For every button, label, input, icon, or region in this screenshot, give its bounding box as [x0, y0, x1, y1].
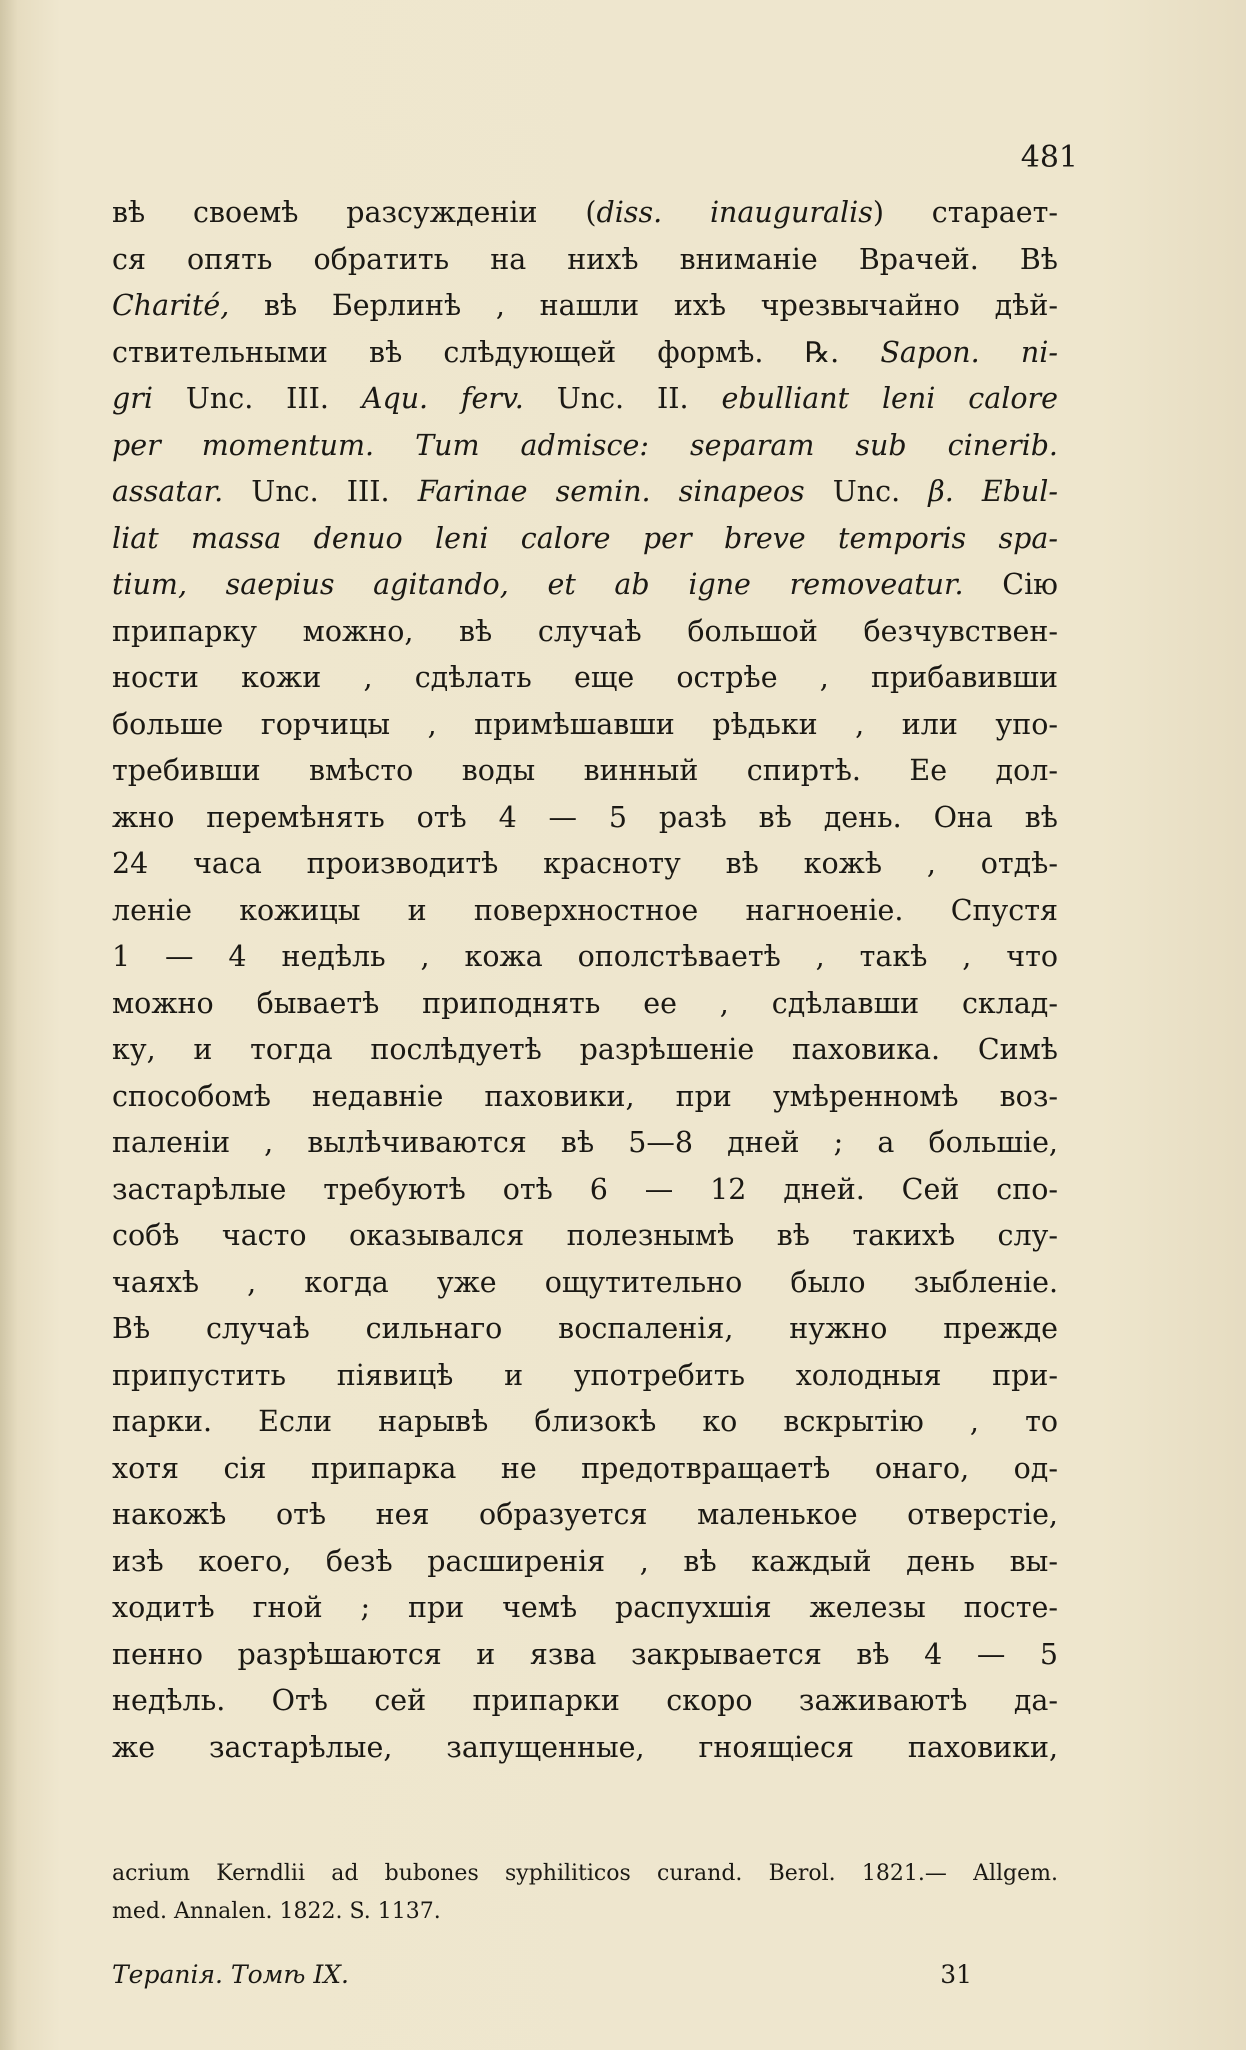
text-line: assatar. Unc. III. Farinae semin. sinapeos Unc. β. Ebul-	[112, 475, 1058, 508]
text-line: Вѣ случаѣ сильнаго воспаленія, нужно прежде	[112, 1312, 1058, 1345]
text-line: припарку можно, вѣ случаѣ большой безчувствен-	[112, 614, 1058, 648]
sheet-number: 31	[940, 1960, 972, 1989]
text-line: Charité, вѣ Берлинѣ , нашли ихѣ чрезвычайно дѣй-	[112, 289, 1058, 322]
footnote	[112, 1855, 1058, 1931]
text-line: требивши вмѣсто воды винный спиртѣ. Ее дол-	[112, 754, 1058, 787]
text-line: способомѣ недавніе паховики, при умѣренномѣ воз-	[112, 1079, 1058, 1113]
text-line: паленіи , вылѣчиваются вѣ 5—8 дней ; а большіе,	[112, 1126, 1058, 1159]
footnote-line: med. Annalen. 1822. S. 1137.	[112, 1899, 441, 1924]
body-text	[112, 190, 1058, 1771]
text-line: ку, и тогда послѣдуетѣ разрѣшеніе паховика. Симѣ	[112, 1033, 1058, 1066]
text-line: tium, saepius agitando, et ab igne removeatur. Сію	[112, 568, 1058, 601]
text-line: gri Unc. III. Aqu. ferv. Unc. II. ebulliant leni calore	[112, 382, 1058, 415]
text-line: же застарѣлые, запущенные, гноящіеся паховики,	[112, 1730, 1058, 1764]
text-line: можно бываетѣ приподнять ее , сдѣлавши склад-	[112, 986, 1058, 1020]
text-line: жно перемѣнять отѣ 4 — 5 разѣ вѣ день. Она вѣ	[112, 800, 1058, 834]
text-line: хотя сія припарка не предотвращаетѣ онаго, од-	[112, 1451, 1058, 1485]
text-line: изѣ коего, безѣ расширенія , вѣ каждый день вы-	[112, 1544, 1058, 1578]
text-line: вѣ своемѣ разсужденіи (diss. inauguralis) старает-	[112, 196, 1058, 229]
text-line: припустить піявицѣ и употребить холодныя при-	[112, 1358, 1058, 1392]
text-line: застарѣлые требуютѣ отѣ 6 — 12 дней. Сей спо-	[112, 1172, 1058, 1206]
signature-mark: Терапія. Томѣ IX.	[112, 1960, 349, 1989]
text-line: парки. Если нарывѣ близокѣ ко вскрытію , то	[112, 1405, 1058, 1438]
text-line: накожѣ отѣ нея образуется маленькое отверстіе,	[112, 1498, 1058, 1531]
text-line: ся опять обратить на нихѣ вниманіе Врачей. Вѣ	[112, 242, 1058, 276]
footnote-line: acrium Kerndlii ad bubones syphiliticos curand. Berol. 1821.— Allgem.	[112, 1861, 1058, 1886]
text-line: недѣль. Отѣ сей припарки скоро заживаютѣ да-	[112, 1684, 1058, 1717]
text-line: liat massa denuo leni calore per breve temporis spa-	[112, 521, 1058, 555]
text-line: леніе кожицы и поверхностное нагноеніе. Спустя	[112, 893, 1058, 927]
page-number: 481	[1020, 140, 1078, 175]
page-footer	[112, 1960, 972, 1989]
text-line: ствительными вѣ слѣдующей формѣ. ℞. Sapon. ni-	[112, 335, 1058, 369]
text-line: собѣ часто оказывался полезнымѣ вѣ такихѣ слу-	[112, 1219, 1058, 1252]
text-line: чаяхѣ , когда уже ощутительно было зыбленіе.	[112, 1265, 1058, 1299]
text-line: per momentum. Tum admisce: separam sub cinerib.	[112, 428, 1058, 462]
text-line: ходитѣ гной ; при чемѣ распухшія железы посте-	[112, 1591, 1058, 1624]
text-line: ности кожи , сдѣлать еще острѣе , прибавивши	[112, 661, 1058, 694]
text-line: пенно разрѣшаются и язва закрывается вѣ 4 — 5	[112, 1637, 1058, 1671]
text-line: больше горчицы , примѣшавши рѣдьки , или упо-	[112, 707, 1058, 741]
text-line: 24 часа производитѣ красноту вѣ кожѣ , отдѣ-	[112, 847, 1058, 880]
text-line: 1 — 4 недѣль , кожа ополстѣваетѣ , такѣ , что	[112, 940, 1058, 973]
